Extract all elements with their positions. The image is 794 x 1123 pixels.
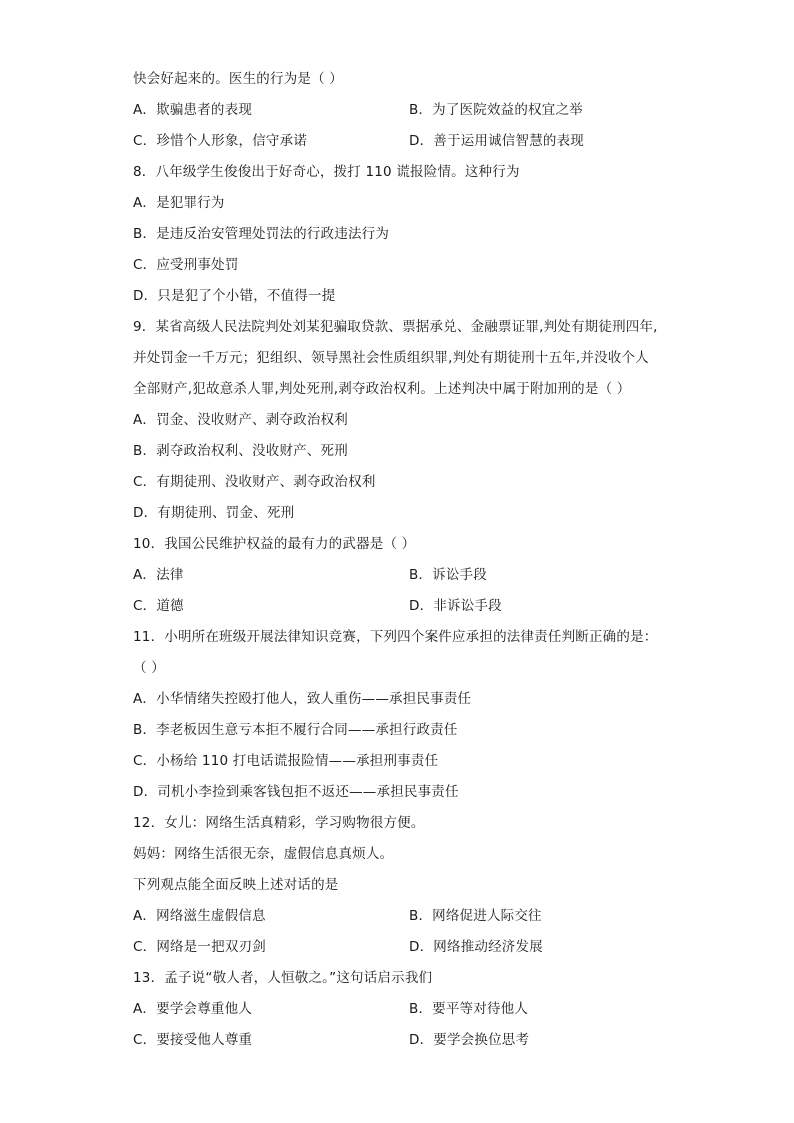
option-c: C．应受刑事处罚: [133, 257, 239, 273]
option-d: D．司机小李捡到乘客钱包拒不返还——承担民事责任: [133, 784, 459, 800]
option-a: A．小华情绪失控殴打他人，致人重伤——承担民事责任: [133, 691, 472, 707]
option-d: D．有期徒刑、罚金、死刑: [133, 505, 295, 521]
option-d: D．只是犯了个小错，不值得一提: [133, 288, 336, 304]
option-b: B．网络促进人际交往: [409, 908, 542, 924]
option-row: [133, 901, 693, 932]
option-b: B．要平等对待他人: [409, 1001, 529, 1017]
option-d: D．要学会换位思考: [409, 1032, 530, 1048]
option-b: B．为了医院效益的权宜之举: [409, 102, 583, 118]
option-b: B．是违反治安管理处罚法的行政违法行为: [133, 226, 390, 242]
option-row: [133, 95, 693, 126]
option-a: A．欺骗患者的表现: [133, 102, 253, 118]
option-c: C．道德: [133, 598, 184, 614]
dialogue-line: 妈妈：网络生活很无奈，虚假信息真烦人。: [133, 846, 394, 862]
option-a: A．要学会尊重他人: [133, 1001, 253, 1017]
question-9: 9．某省高级人民法院判处刘某犯骗取贷款、票据承兑、金融票证罪,判处有期徒刑四年,: [133, 319, 658, 335]
option-d: D．网络推动经济发展: [409, 939, 543, 955]
option-c: C．小杨给 110 打电话谎报险情——承担刑事责任: [133, 753, 439, 769]
option-c: C．要接受他人尊重: [133, 1032, 253, 1048]
option-c: C．珍惜个人形象，信守承诺: [133, 133, 308, 149]
option-row: [133, 591, 693, 622]
question-9-cont: 全部财产,犯故意杀人罪,判处死刑,剥夺政治权利。上述判决中属于附加刑的是（ ）: [133, 381, 631, 397]
question-11-blank: （ ）: [133, 660, 165, 676]
option-a: A．是犯罪行为: [133, 195, 225, 211]
option-b: B．剥夺政治权利、没收财产、死刑: [133, 443, 348, 459]
question-13: 13．孟子说“敬人者，人恒敬之。”这句话启示我们: [133, 970, 433, 986]
option-b: B．诉讼手段: [409, 567, 487, 583]
option-row: [133, 932, 693, 963]
option-row: [133, 126, 693, 157]
question-12-prompt: 下列观点能全面反映上述对话的是: [133, 877, 339, 893]
question-12: 12．女儿：网络生活真精彩，学习购物很方便。: [133, 815, 425, 831]
option-d: D．非诉讼手段: [409, 598, 502, 614]
option-row: [133, 560, 693, 591]
option-c: C．有期徒刑、没收财产、剥夺政治权利: [133, 474, 376, 490]
option-c: C．网络是一把双刃剑: [133, 939, 266, 955]
option-a: A．法律: [133, 567, 184, 583]
document-page: [133, 64, 693, 1056]
option-a: A．罚金、没收财产、剥夺政治权利: [133, 412, 348, 428]
question-10: 10．我国公民维护权益的最有力的武器是（ ）: [133, 536, 416, 552]
question-8: 8．八年级学生俊俊出于好奇心，拨打 110 谎报险情。这种行为: [133, 164, 520, 180]
question-9-cont: 并处罚金一千万元；犯组织、领导黑社会性质组织罪,判处有期徒刑十五年,并没收个人: [133, 350, 649, 366]
text-line: 快会好起来的。医生的行为是（ ）: [133, 71, 343, 87]
option-a: A．网络滋生虚假信息: [133, 908, 266, 924]
option-d: D．善于运用诚信智慧的表现: [409, 133, 584, 149]
question-11: 11．小明所在班级开展法律知识竞赛，下列四个案件应承担的法律责任判断正确的是：: [133, 629, 658, 645]
option-row: [133, 994, 693, 1025]
option-row: [133, 1025, 693, 1056]
option-b: B．李老板因生意亏本拒不履行合同——承担行政责任: [133, 722, 458, 738]
